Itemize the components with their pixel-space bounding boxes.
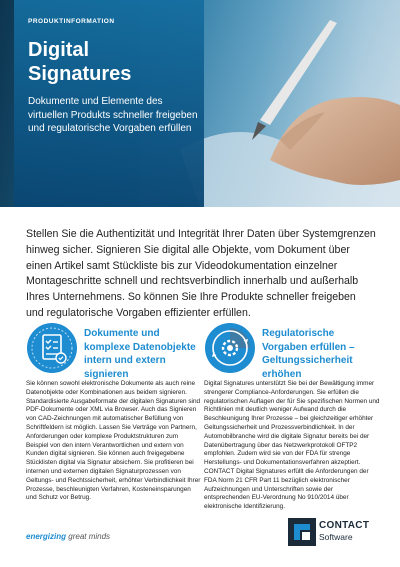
- feature-title: Dokumente und komplexe Datenobjekte intern und extern signieren: [84, 328, 196, 380]
- feature-header: [204, 322, 380, 380]
- tagline-bold: energizing: [26, 532, 67, 541]
- contact-logo-icon: [288, 518, 316, 546]
- feature-body: Sie können sowohl elektronische Dokumente als auch reine Datenobjekte oder Kombinationen aus beidem signieren. Standardisierte Ausgabeformate der digitalen Signaturen sind PDF-Dokumente oder XML via Browser. Auch das Signieren von CAD-Zeichnungen mit automatischer Befüllung von Schriftfeldern ist möglich. Lassen Sie Verträge von Partnern, Anforderungen oder komplexe Produktstrukturen zum Beispiel von den intern Verantwortlichen und extern von Kunden digital signieren. Sie können auch freigegebene Stücklisten digital via Signatur absichern. Sie profitieren bei internen und externen digitalen Signaturprozessen von Geltungs- und Rechtssicherheit, erhöhter Verbindlichkeit Ihrer Prozesse, beschleunigten Verfahren, Kosteneinsparungen und Schutz vor Betrug.: [26, 380, 201, 502]
- gear-cycle-icon: [204, 322, 256, 374]
- eyebrow-label: PRODUKTINFORMATION: [28, 18, 115, 25]
- feature-signing: [26, 322, 202, 503]
- document-checklist-icon: [26, 322, 78, 374]
- feature-body: Digital Signatures unterstützt Sie bei der Bewältigung immer strengerer Compliance-Anforderungen. Sie erfüllen die regulatorischen Auflagen der für Sie spezifischen Normen und Richtlinien mit deutlich weniger Aufwand durch die Beschleunigung Ihrer Prozesse – bei gleichzeitiger erhöhter Geltungssicherheit und Prozessverbindlichkeit. In der Automobilbranche wird die digitale Signatur bereits bei der Datenübertragung über das Netzwerkprotokoll OFTP2 empfohlen. Zudem wird sie von der FDA für strenge Herstellungs- und Dokumentationsverfahren akzeptiert. CONTACT Digital Signatures erfüllt die Anforderungen der FDA Norm 21 CFR Part 11 bezüglich elektronischer Aufzeichnungen und Unterschriften sowie der entsprechenden EU-Verordnung No 910/2014 über elektronische Identifizierung.: [204, 380, 380, 511]
- footer-tagline: [26, 532, 110, 541]
- feature-header: [26, 322, 202, 380]
- tagline-rest: great minds: [68, 532, 111, 541]
- feature-regulatory: [204, 322, 380, 512]
- page-title: Digital Signatures: [28, 39, 132, 85]
- logo-subtitle: Software: [319, 532, 353, 542]
- company-logo: [288, 518, 378, 548]
- hero-banner: [0, 0, 400, 207]
- feature-title: Regulatorische Vorgaben erfüllen – Geltungssicherheit erhöhen: [262, 328, 355, 380]
- page-subtitle: Dokumente und Elemente des virtuellen Produkts schneller freigeben und regulatorische Vorgaben erfüllen: [28, 96, 198, 134]
- intro-paragraph: Stellen Sie die Authentizität und Integrität Ihrer Daten über Systemgrenzen hinweg sicher. Signieren Sie digital alle Objekte, vom Dokument über einen Artikel samt Stückliste bis zur Videodokumentation einzelner Montageschritte schnell und rechtsverbindlich innerhalb und außerhalb Ihres Unternehmens. So können Sie Ihre Produkte schneller freigeben und regulatorische Vorgaben effizienter erfüllen.: [26, 228, 376, 319]
- logo-wordmark: CONTACT: [319, 520, 370, 531]
